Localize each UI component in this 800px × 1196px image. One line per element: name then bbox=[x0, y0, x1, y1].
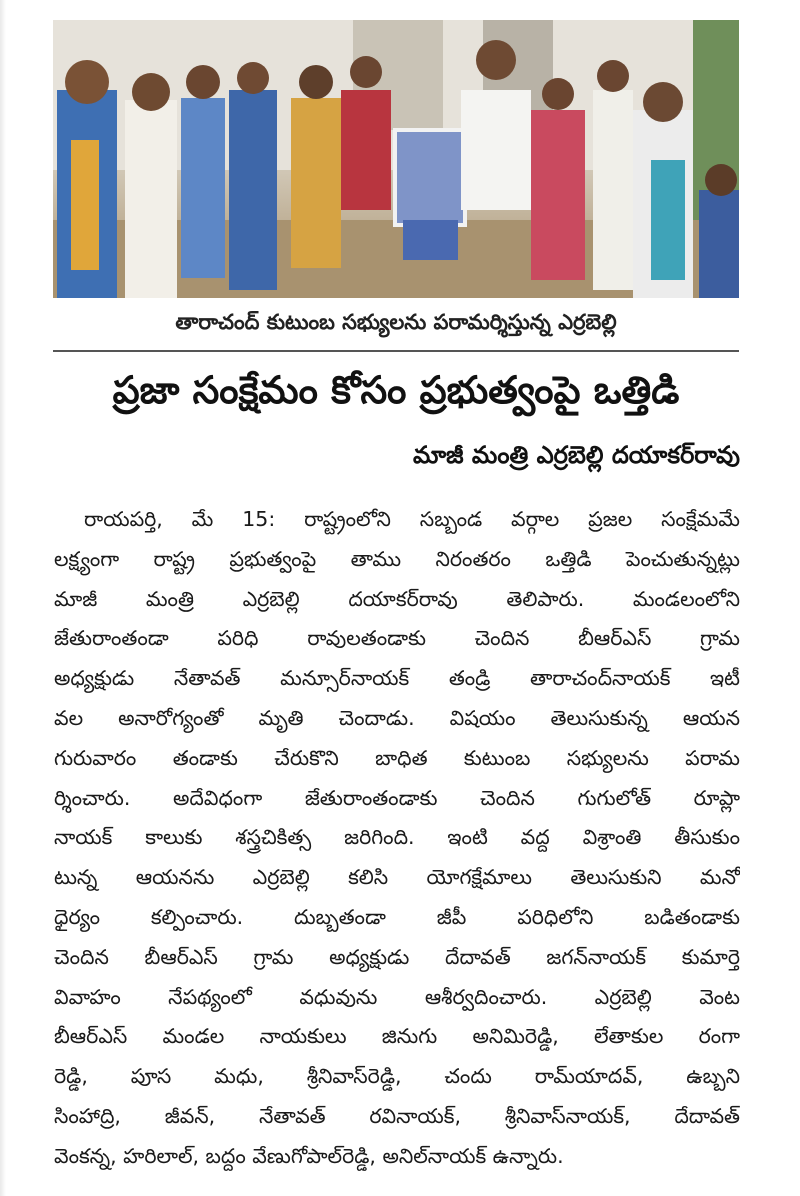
article-line: వివాహం నేపథ్యంలో వధువును ఆశీర్వదించారు. ఎర్రబెల్లి వెంట bbox=[54, 984, 740, 1009]
article-line: అధ్యక్షుడు నేతావత్ మన్సూర్‌నాయక్ తండ్రి తారాచంద్‌నాయక్ ఇటీ bbox=[54, 666, 740, 691]
article-line: నాయక్ కాలుకు శస్త్రచికిత్స జరిగింది. ఇంటి వద్ద విశ్రాంతి తీసుకుం bbox=[54, 825, 740, 850]
article-line: టున్న ఆయనను ఎర్రబెల్లి కలిసి యోగక్షేమాలు తెలుసుకుని మనో bbox=[54, 865, 740, 890]
subheadline: మాజీ మంత్రి ఎర్రబెల్లి దయాకర్‌రావు bbox=[412, 441, 740, 469]
article-line: వెంకన్న, హరిలాల్, బద్దం వేణుగోపాల్‌రెడ్డి, అనిల్‌నాయక్ ఉన్నారు. bbox=[54, 1143, 564, 1168]
page-edge bbox=[0, 0, 6, 1196]
article-line: మాజీ మంత్రి ఎర్రబెల్లి దయాకర్‌రావు తెలిపారు. మండలంలోని bbox=[54, 586, 740, 611]
article-line: లక్ష్యంగా రాష్ట్ర ప్రభుత్వంపై తాము నిరంతరం ఒత్తిడి పెంచుతున్నట్లు bbox=[54, 546, 740, 571]
article-line: ర్శించారు. అదేవిధంగా జేతురాంతండాకు చెందిన గుగులోత్ రూప్లా bbox=[54, 785, 740, 810]
article-line: ధైర్యం కల్పించారు. దుబ్బతండా జీపీ పరిధిలోని బడితండాకు bbox=[54, 904, 740, 929]
article-line: రెడ్డి, పూస మధు, శ్రీనివాస్‌రెడ్డి, చందు రామ్‌యాదవ్, ఉబ్బని bbox=[54, 1064, 740, 1089]
article-line: వల అనారోగ్యంతో మృతి చెందాడు. విషయం తెలుసుకున్న ఆయన bbox=[54, 705, 740, 730]
article-line: గురువారం తండాకు చేరుకొని బాధిత కుటుంబ సభ్యులను పరామ bbox=[54, 745, 740, 770]
photo-caption: తారాచంద్ కుటుంబ సభ్యులను పరామర్శిస్తున్న ఎర్రబెల్లి bbox=[53, 300, 739, 352]
article-line: సింహాద్రి, జీవన్, నేతావత్ రవినాయక్, శ్రీనివాస్‌నాయక్, దేదావత్ bbox=[54, 1103, 740, 1128]
news-photo bbox=[53, 20, 739, 298]
article-line: చెందిన బీఆర్‌ఎస్ గ్రామ అధ్యక్షుడు దేదావత్ జగన్‌నాయక్ కుమార్తె bbox=[54, 944, 740, 969]
group-photo-icon bbox=[53, 20, 739, 298]
article-line: రాయపర్తి, మే 15: రాష్ట్రంలోని సబ్బండ వర్గాల ప్రజల సంక్షేమమే bbox=[84, 507, 740, 531]
article-body bbox=[54, 500, 740, 1190]
article-line: జేతురాంతండా పరిధి రావులతండాకు చెందిన బీఆర్‌ఎస్ గ్రామ bbox=[54, 626, 740, 651]
article-line: బీఆర్‌ఎస్ మండల నాయకులు జినుగు అనిమిరెడ్డి, లేతాకుల రంగా bbox=[54, 1024, 740, 1049]
headline: ప్రజా సంక్షేమం కోసం ప్రభుత్వంపై ఒత్తిడి bbox=[112, 368, 680, 412]
